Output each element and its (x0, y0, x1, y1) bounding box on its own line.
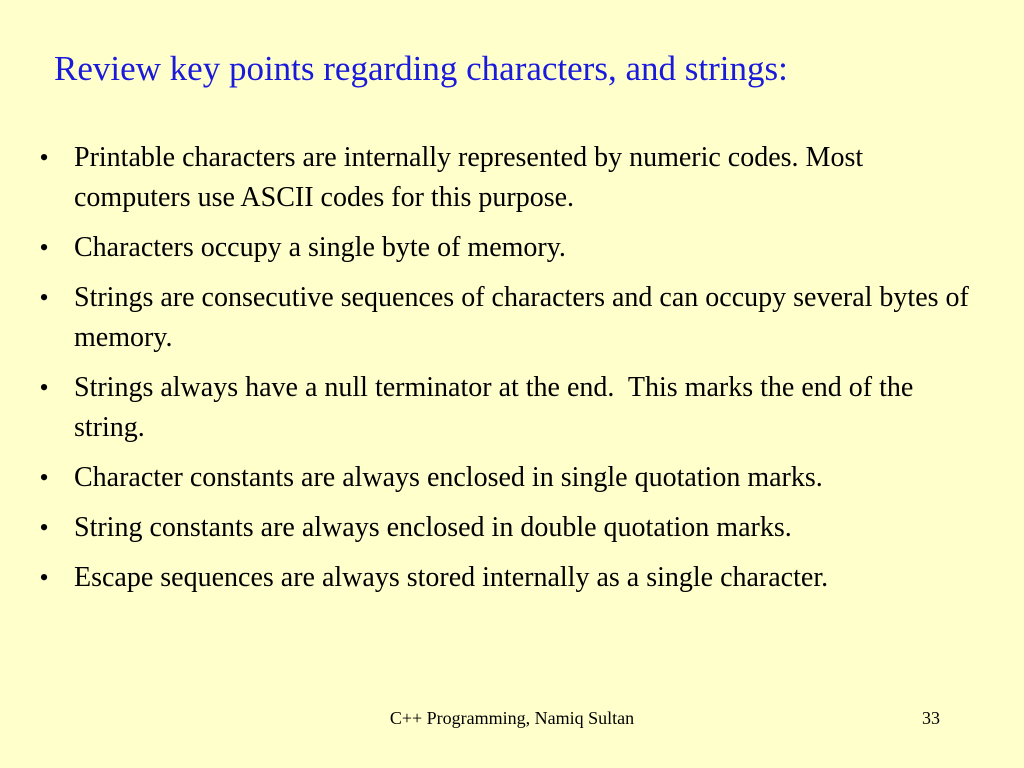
bullet-text: Printable characters are internally represented by numeric codes. Most computers use ASCII codes for this purpose. (74, 142, 864, 213)
bullet-item (34, 368, 974, 448)
slide-title: Review key points regarding characters, and strings: (54, 49, 788, 88)
bullet-text: Escape sequences are always stored internally as a single character. (74, 562, 829, 593)
bullet-icon: • (39, 513, 49, 542)
bullet-item (34, 458, 974, 498)
bullet-text: String constants are always enclosed in double quotation marks. (74, 512, 792, 543)
bullet-icon: • (39, 563, 49, 592)
slide-footer: C++ Programming, Namiq Sultan (389, 708, 635, 728)
bullet-item (34, 558, 974, 598)
bullet-text: Strings are consecutive sequences of characters and can occupy several bytes of memory. (74, 282, 969, 353)
bullet-icon: • (39, 463, 49, 492)
bullet-text: Character constants are always enclosed in single quotation marks. (74, 462, 823, 493)
bullet-list (34, 138, 974, 608)
bullet-item (34, 138, 974, 218)
bullet-item (34, 278, 974, 358)
bullet-icon: • (39, 143, 49, 172)
bullet-icon: • (39, 283, 49, 312)
bullet-icon: • (39, 233, 49, 262)
bullet-text: Characters occupy a single byte of memory. (74, 232, 566, 263)
bullet-item (34, 508, 974, 548)
bullet-icon: • (39, 373, 49, 402)
bullet-text: Strings always have a null terminator at the end. This marks the end of the string. (74, 372, 921, 443)
bullet-item (34, 228, 974, 268)
page-number: 33 (922, 708, 940, 728)
